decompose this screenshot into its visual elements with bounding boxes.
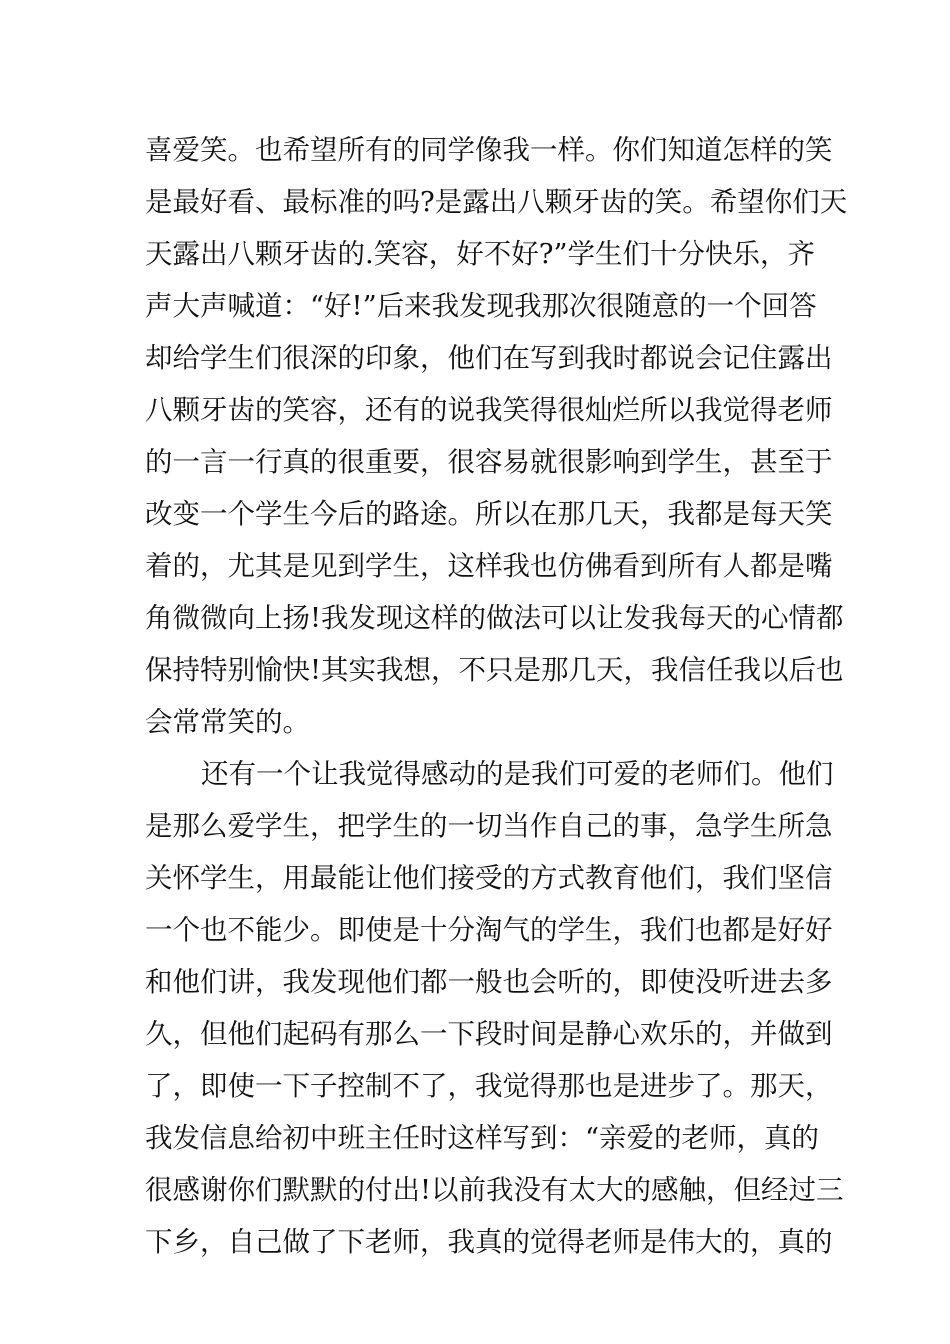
text-line: 久，但他们起码有那么一下段时间是静心欢乐的，并做到 [145, 1018, 833, 1050]
paragraph-1 [145, 124, 848, 748]
paragraph-2 [145, 748, 844, 1268]
text-line: 还有一个让我觉得感动的是我们可爱的老师们。他们 [201, 758, 834, 790]
text-line: 八颗牙齿的笑容，还有的说我笑得很灿烂所以我觉得老师 [145, 394, 833, 426]
body-text [145, 124, 848, 1268]
text-line: 是最好看、最标准的吗?是露出八颗牙齿的笑。希望你们天 [145, 186, 848, 218]
text-line: 我发信息给初中班主任时这样写到：“亲爱的老师，真的 [145, 1122, 820, 1154]
text-line: 声大声喊道：“好!”后来我发现我那次很随意的一个回答 [145, 290, 817, 322]
text-line: 下乡，自己做了下老师，我真的觉得老师是伟大的，真的 [145, 1226, 833, 1258]
text-line: 会常常笑的。 [145, 706, 310, 738]
text-line: 着的，尤其是见到学生，这样我也仿佛看到所有人都是嘴 [145, 550, 833, 582]
text-line: 改变一个学生今后的路途。所以在那几天，我都是每天笑 [145, 498, 833, 530]
text-line: 的一言一行真的很重要，很容易就很影响到学生，甚至于 [145, 446, 833, 478]
text-line: 喜爱笑。也希望所有的同学像我一样。你们知道怎样的笑 [145, 134, 833, 166]
text-line: 却给学生们很深的印象，他们在写到我时都说会记住露出 [145, 342, 833, 374]
text-line: 很感谢你们默默的付出!以前我没有太大的感触，但经过三 [145, 1174, 844, 1206]
text-line: 角微微向上扬!我发现这样的做法可以让发我每天的心情都 [145, 602, 844, 634]
text-line: 了，即使一下子控制不了，我觉得那也是进步了。那天， [145, 1070, 833, 1102]
text-line: 是那么爱学生，把学生的一切当作自己的事，急学生所急 [145, 810, 833, 842]
text-line: 一个也不能少。即使是十分淘气的学生，我们也都是好好 [145, 914, 833, 946]
text-line: 关怀学生，用最能让他们接受的方式教育他们，我们坚信 [145, 862, 833, 894]
text-line: 保持特别愉快!其实我想，不只是那几天，我信任我以后也 [145, 654, 844, 686]
text-line: 天露出八颗牙齿的.笑容，好不好?”学生们十分快乐，齐 [145, 238, 816, 270]
text-line: 和他们讲，我发现他们都一般也会听的，即使没听进去多 [145, 966, 833, 998]
